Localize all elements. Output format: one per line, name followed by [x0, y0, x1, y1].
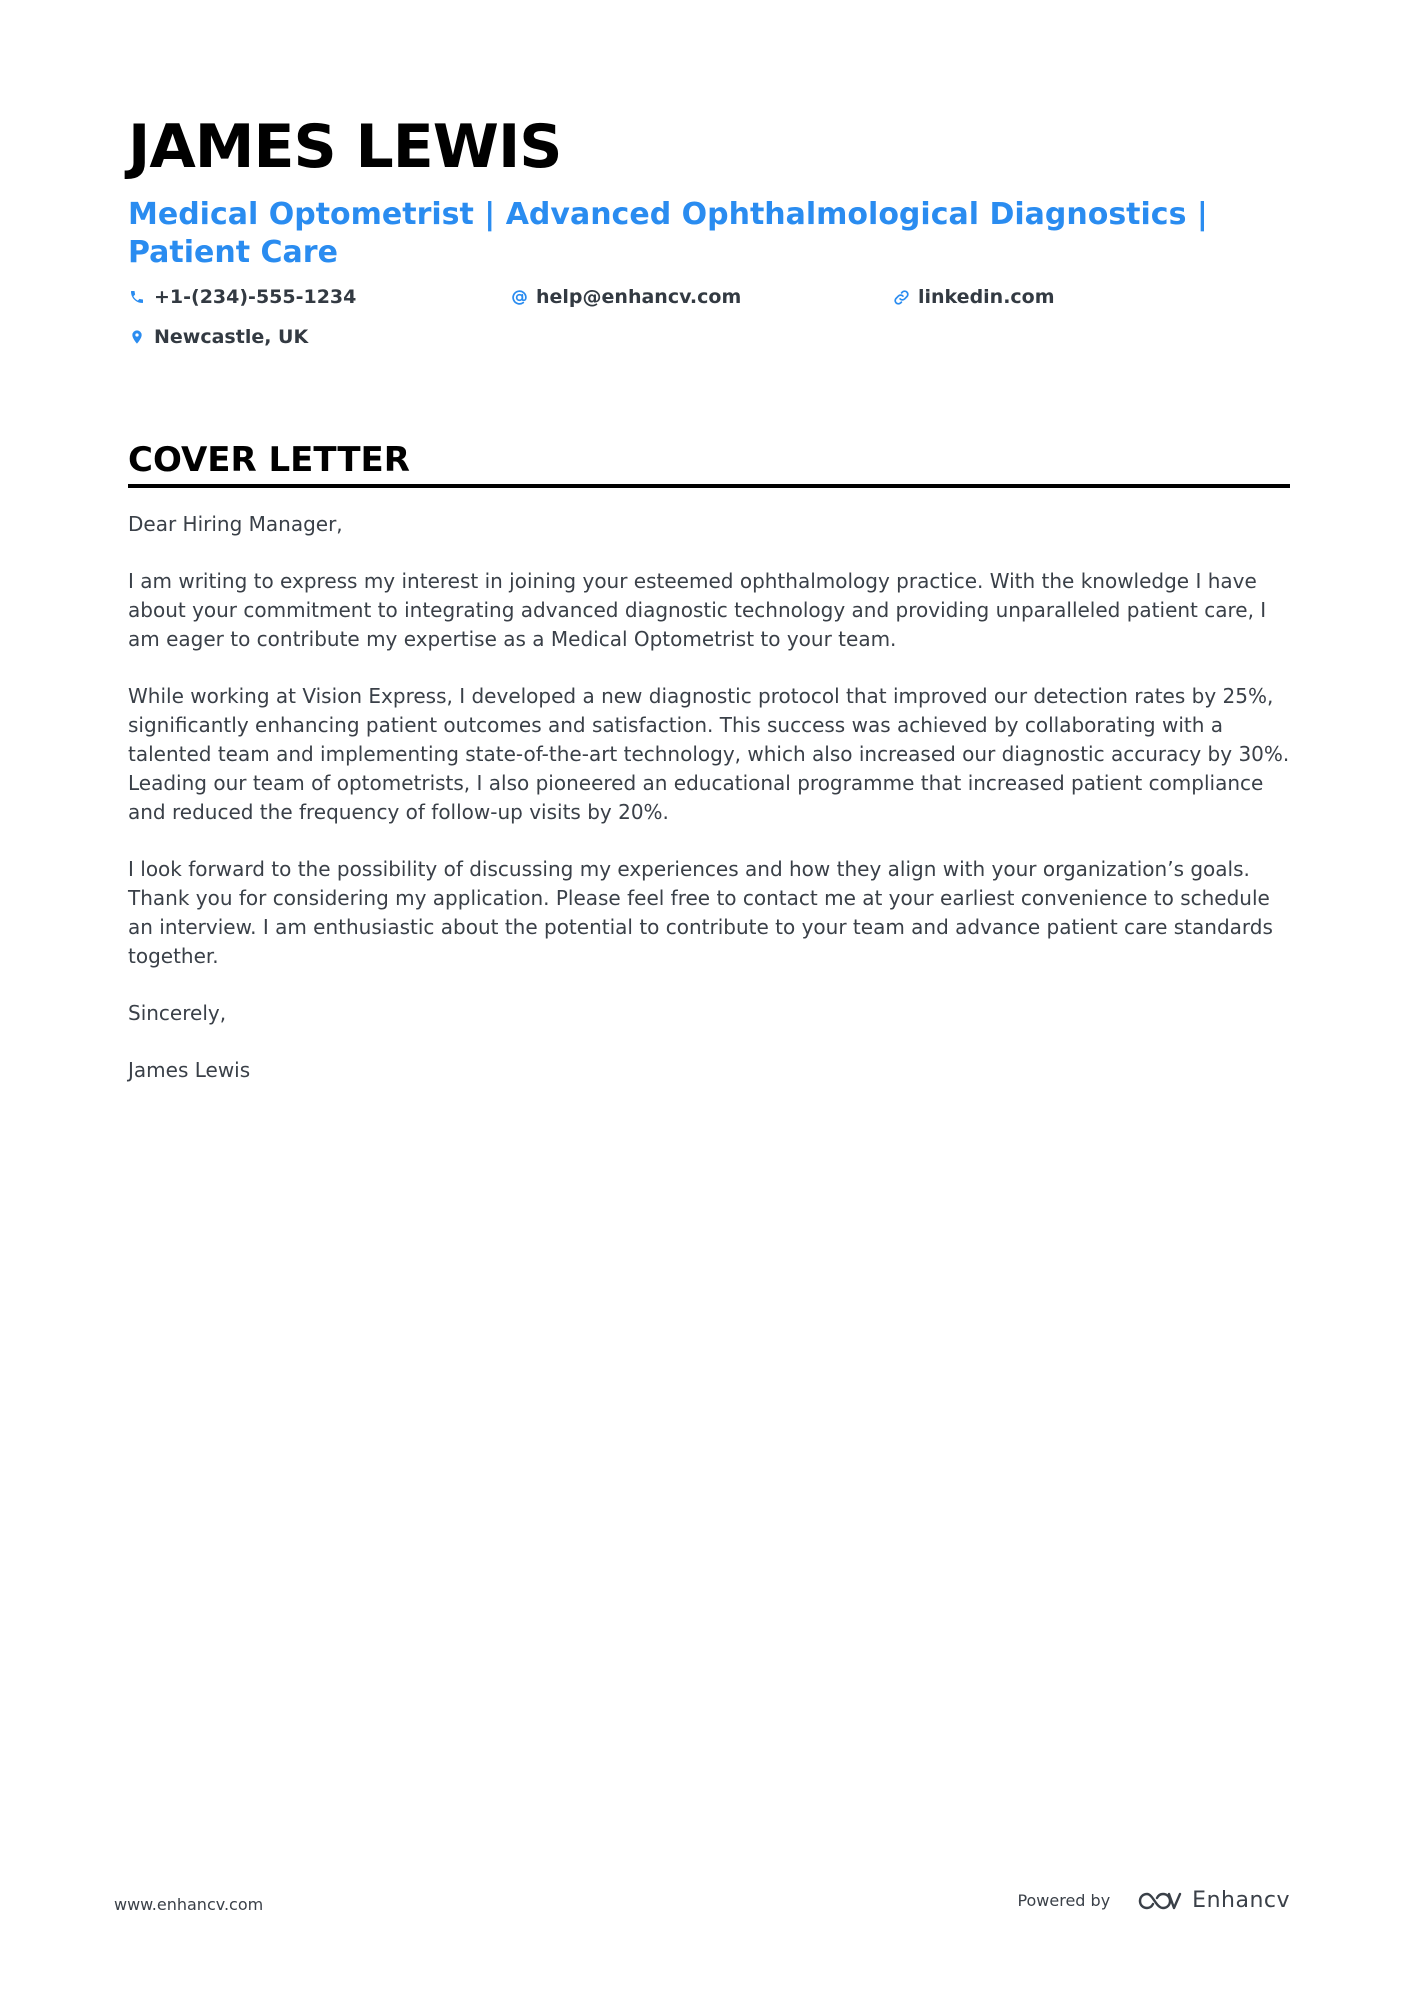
contact-info	[128, 286, 1290, 366]
location-pin-icon	[128, 328, 146, 346]
letter-body	[128, 510, 1290, 1085]
enhancv-logo[interactable]	[1136, 1888, 1290, 1913]
at-icon	[510, 288, 528, 306]
enhancv-brand-name: Enhancv	[1192, 1888, 1290, 1913]
email-text: help@enhancv.com	[536, 286, 742, 308]
contact-location	[128, 326, 308, 348]
footer-url[interactable]: www.enhancv.com	[114, 1895, 264, 1914]
enhancv-logo-icon	[1136, 1889, 1182, 1913]
letter-paragraph: While working at Vision Express, I developed a new diagnostic protocol that improved our detection rates by 25%, significantly enhancing patient outcomes and satisfaction. This success was achieved by collaborating with a talented team and implementing state-of-the-art technology, which also increased our diagnostic accuracy by 30%. Leading our team of optometrists, I also pioneered an educational programme that increased patient compliance and reduced the frequency of follow-up visits by 20%.	[128, 684, 1290, 824]
website-text: linkedin.com	[918, 286, 1055, 308]
location-text: Newcastle, UK	[154, 326, 309, 348]
letter-paragraph: I look forward to the possibility of discussing my experiences and how they align with your organization’s goals. Thank you for considering my application. Please feel free to contact me at your earliest convenience to schedule an interview. I am enthusiastic about the potential to contribute to your team and advance patient care standards together.	[128, 857, 1273, 968]
letter-signature: James Lewis	[128, 1058, 251, 1082]
powered-by-label: Powered by	[1017, 1891, 1111, 1910]
section-title: COVER LETTER	[128, 438, 1290, 488]
candidate-headline: Medical Optometrist | Advanced Ophthalmological Diagnostics | Patient Care	[128, 197, 1208, 270]
contact-website[interactable]	[892, 286, 1055, 308]
contact-phone	[128, 286, 356, 308]
letter-salutation: Dear Hiring Manager,	[128, 512, 343, 536]
footer-powered-by	[1017, 1888, 1290, 1913]
phone-text: +1-(234)-555-1234	[154, 286, 357, 308]
cover-letter-page	[128, 110, 1290, 1113]
phone-icon	[128, 288, 146, 306]
candidate-name: JAMES LEWIS	[128, 112, 562, 182]
link-icon	[892, 288, 910, 306]
contact-email[interactable]	[510, 286, 741, 308]
letter-paragraph: I am writing to express my interest in joining your esteemed ophthalmology practice. With the knowledge I have about your commitment to integrating advanced diagnostic technology and providing unparalleled patient care, I am eager to contribute my expertise as a Medical Optometrist to your team.	[128, 569, 1267, 651]
letter-closing: Sincerely,	[128, 1001, 227, 1025]
